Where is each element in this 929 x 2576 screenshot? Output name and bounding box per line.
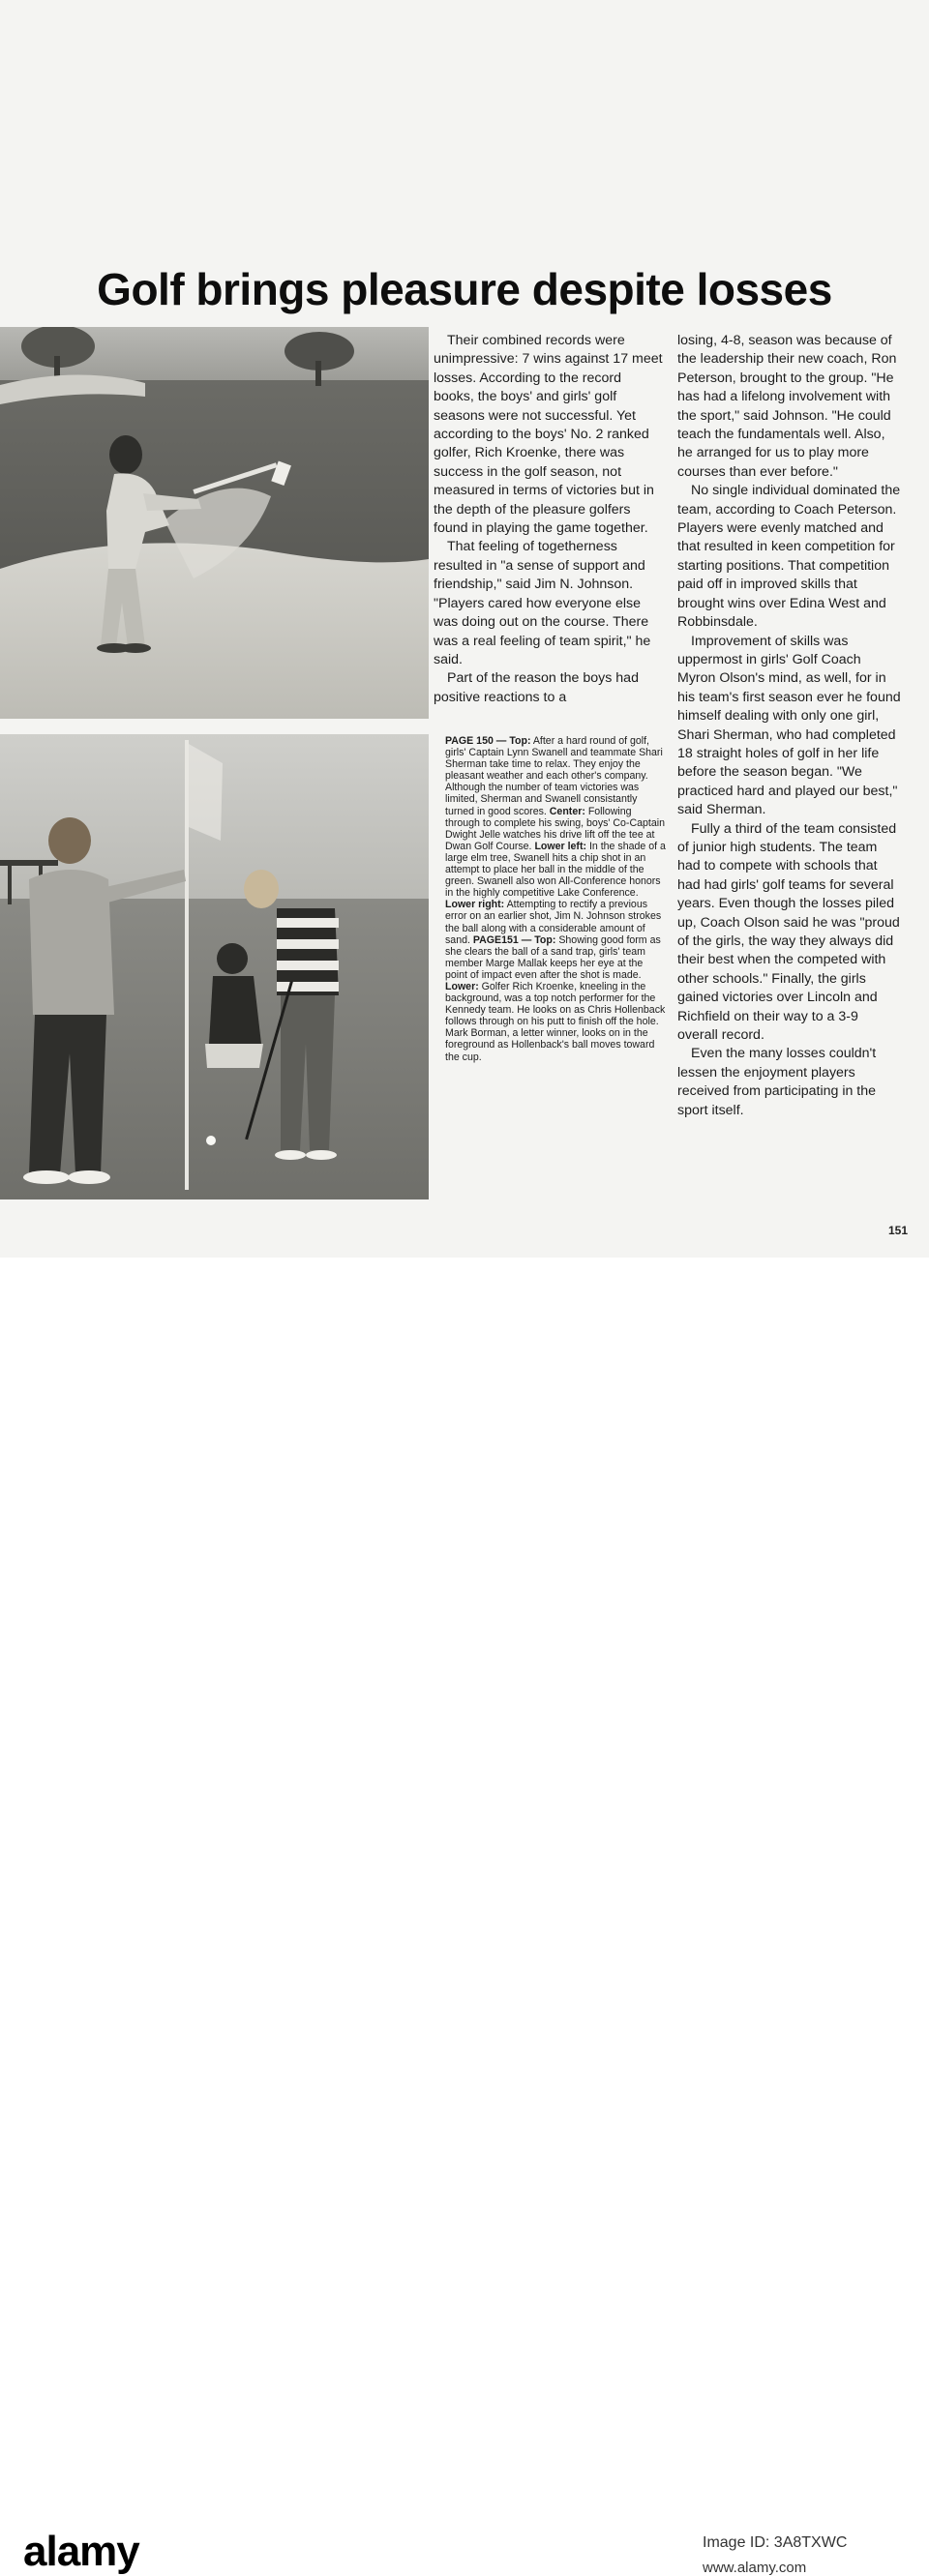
photo-putting-green (0, 734, 429, 1199)
caption-key: Lower right: (445, 899, 505, 911)
site-url: www.alamy.com (703, 2560, 807, 2576)
article-paragraph: That feeling of togetherness resulted in "a sense of support and friendship," said Jim N. Johnson. "Players cared how everyone else was doing out on the course. There was a real feeling of team spirit," he said. (434, 539, 651, 667)
headline: Golf brings pleasure despite losses (97, 264, 832, 314)
article-paragraph: No single individual dominated the team, according to Coach Peterson. Players were evenly matched and that resulted in keen competition for starting positions. That competition paid off in improved skills that brought wins over Edina West and Robbinsdale. (677, 483, 901, 631)
watermark-bar (0, 1258, 929, 2576)
caption-text: Attempting to rectify a previous error on an earlier shot, Jim N. Johnson strokes the ball along with a considerable amount of sand. (445, 899, 662, 946)
caption-key: Lower left: (534, 840, 586, 852)
article-column-2 (677, 332, 902, 1120)
caption-key: PAGE151 — Top: (472, 933, 556, 946)
article-paragraph: Improvement of skills was uppermost in girls' Golf Coach Myron Olson's mind, as well, for in his team's first season ever he found himself dealing with only one girl, Shari Sherman, who had completed 18 straight holes of golf in her life before the season began. "We practiced hard and played our best," said Sherman. (677, 633, 901, 818)
caption-key: PAGE 150 — Top: (445, 735, 531, 747)
article-paragraph: Even the many losses couldn't lessen the enjoyment players received from participating in the sport itself. (677, 1046, 877, 1118)
caption-text: Golfer Rich Kroenke, kneeling in the background, was a top notch performer for the Kennedy team. He looks on as Chris Hollenback follows through on his putt to finish off the hole. Mark Borman, a letter winner, looks on in the foreground as Hollenback's ball moves toward the cup. (445, 980, 666, 1063)
article-paragraph: Part of the reason the boys had positive reactions to a (434, 670, 639, 705)
caption-text: Showing good form as she clears the ball of a sand trap, girls' team member Marge Mallak keeps her eye at the point of impact even after the shot is made. (445, 933, 661, 981)
article-paragraph: Their combined records were unimpressive: 7 wins against 17 meet losses. According to the record books, the boys' and girls' golf seasons were not successful. Yet according to the boys' No. 2 ranked golfer, Rich Kroenke, there was success in the golf season, not measured in terms of victories but in the depth of the pleasure golfers found in playing the game together. (434, 333, 663, 537)
yearbook-page (0, 0, 929, 1258)
article-paragraph: Fully a third of the team consisted of junior high students. The team had to compete with schools that had had girls' golf teams for several years. Even though the losses piled up, Coach Olson said he was "proud of the girls, the way they always did their best when the competed with other schools." Finally, the girls gained victories over Lincoln and Richfield on their way to a 3-9 overall record. (677, 820, 900, 1044)
article-column-1 (434, 332, 664, 707)
brand-logo: alamy (23, 2528, 139, 2575)
image-id: Image ID: 3A8TXWC (703, 2534, 848, 2551)
caption-text: Following through to complete his swing, boys' Co-Captain Dwight Jelle watches his drive lift off the tee at Dwan Golf Course. (445, 805, 665, 852)
page-number: 151 (888, 1224, 909, 1237)
caption-text: After a hard round of golf, girls' Captain Lynn Swanell and teammate Shari Sherman take time to relax. They enjoy the pleasant weather and each other's company. Although the number of team victories was limited, Sherman and Swanell consistantly turned in good scores. (445, 735, 663, 817)
caption-key: Center: (549, 805, 585, 817)
photo-sand-trap-golfer (0, 327, 429, 719)
caption-key: Lower: (445, 980, 479, 992)
article-paragraph: losing, 4-8, season was because of the leadership their new coach, Ron Peterson, brought to the group. "He has had a lifelong involvement with the sport," said Johnson. "He could teach the fundamentals well. Also, he arranged for us to play more courses than ever before." (677, 333, 897, 480)
photo-caption (445, 735, 666, 1063)
caption-text: In the shade of a large elm tree, Swanell hits a chip shot in an attempt to place her ball in the middle of the green. Swanell also won All-Conference honors in the highly competitive Lake Conference. (445, 840, 666, 900)
